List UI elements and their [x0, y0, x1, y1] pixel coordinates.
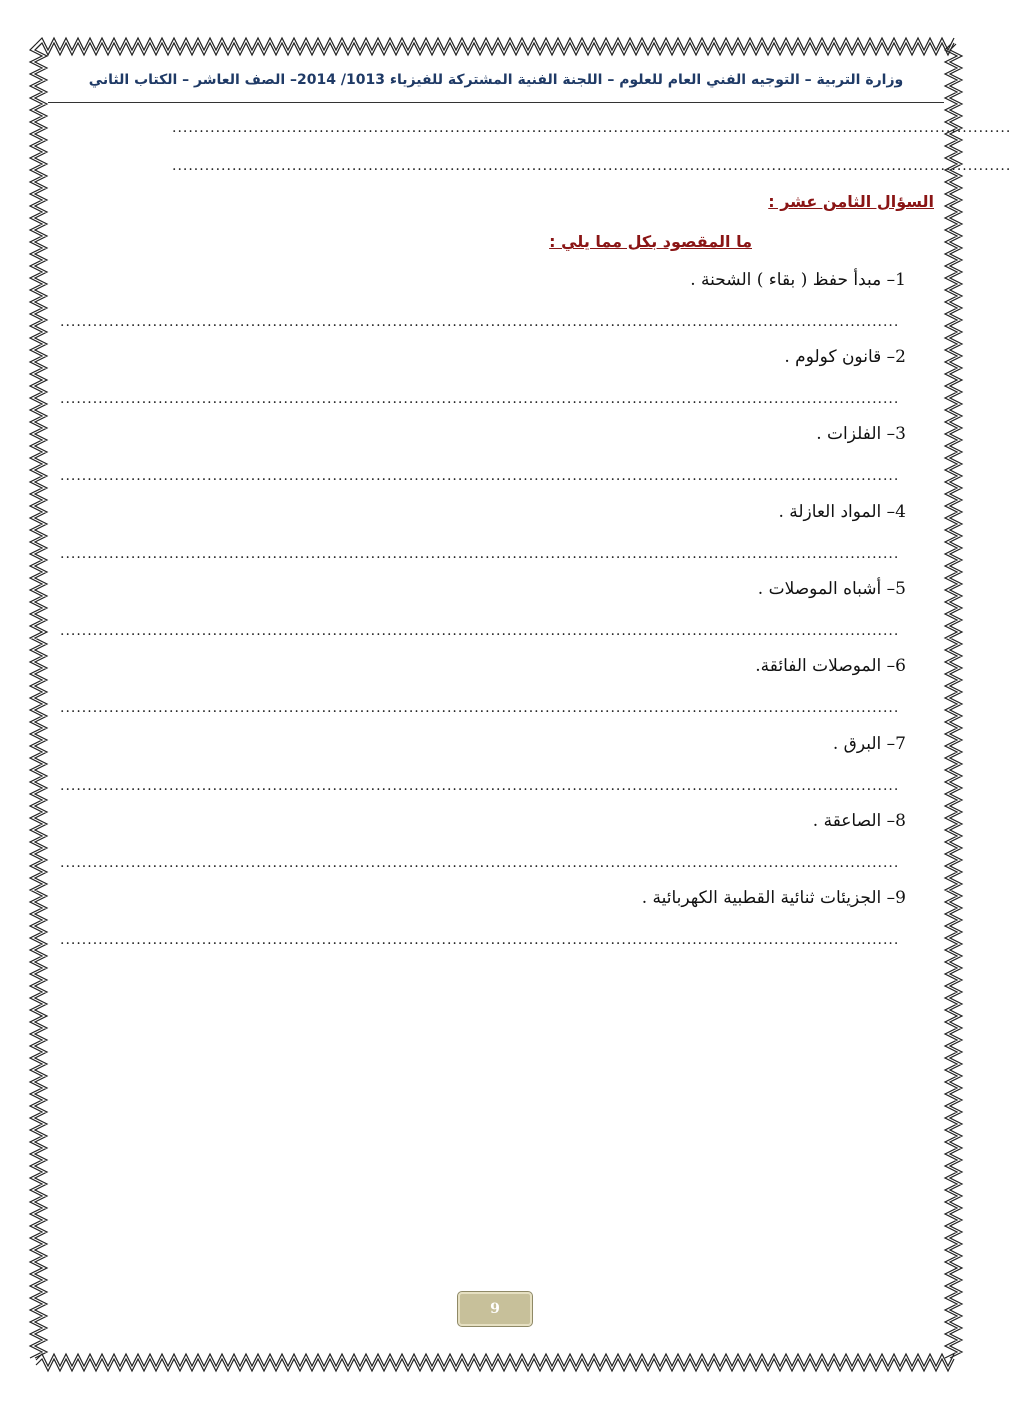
question-item-8: 8– الصاعقة . [812, 811, 906, 831]
question-item-3: 3– الفلزات . [816, 424, 906, 444]
question-item-7: 7– البرق . [832, 734, 906, 754]
answer-line-8: .......................................................................................................................................................... [60, 855, 900, 871]
question-subtitle: ما المقصود بكل مما يلي : [549, 232, 752, 251]
page-header: وزارة التربية – التوجيه الفني العام للعلوم – اللجنة الفنية المشتركة للفيزياء 1013/ 2014– الصف العاشر – الكتاب الثاني [88, 72, 904, 88]
header-divider [48, 102, 944, 103]
question-item-5: 5– أشباه الموصلات . [757, 579, 906, 599]
question-item-9: 9– الجزيئات ثنائية القطبية الكهربائية . [641, 888, 906, 908]
previous-answer-line-2: .......................................................................................................................................................... [172, 158, 1011, 174]
answer-line-2: .......................................................................................................................................................... [60, 391, 900, 407]
answer-line-5: .......................................................................................................................................................... [60, 623, 900, 639]
answer-line-4: .......................................................................................................................................................... [60, 546, 900, 562]
answer-line-6: .......................................................................................................................................................... [60, 700, 900, 716]
answer-line-7: .......................................................................................................................................................... [60, 778, 900, 794]
question-title: السؤال الثامن عشر : [768, 192, 934, 211]
answer-line-1: .......................................................................................................................................................... [60, 314, 900, 330]
answer-line-9: .......................................................................................................................................................... [60, 932, 900, 948]
question-item-4: 4– المواد العازلة . [778, 502, 906, 522]
question-item-2: 2– قانون كولوم . [784, 347, 906, 367]
previous-answer-line-1: .......................................................................................................................................................... [172, 120, 1011, 136]
question-item-6: 6– الموصلات الفائقة. [755, 656, 906, 676]
question-item-1: 1– مبدأ حفظ ( بقاء ) الشحنة . [690, 270, 906, 290]
page-number: 9 [458, 1292, 532, 1326]
answer-line-3: .......................................................................................................................................................... [60, 468, 900, 484]
